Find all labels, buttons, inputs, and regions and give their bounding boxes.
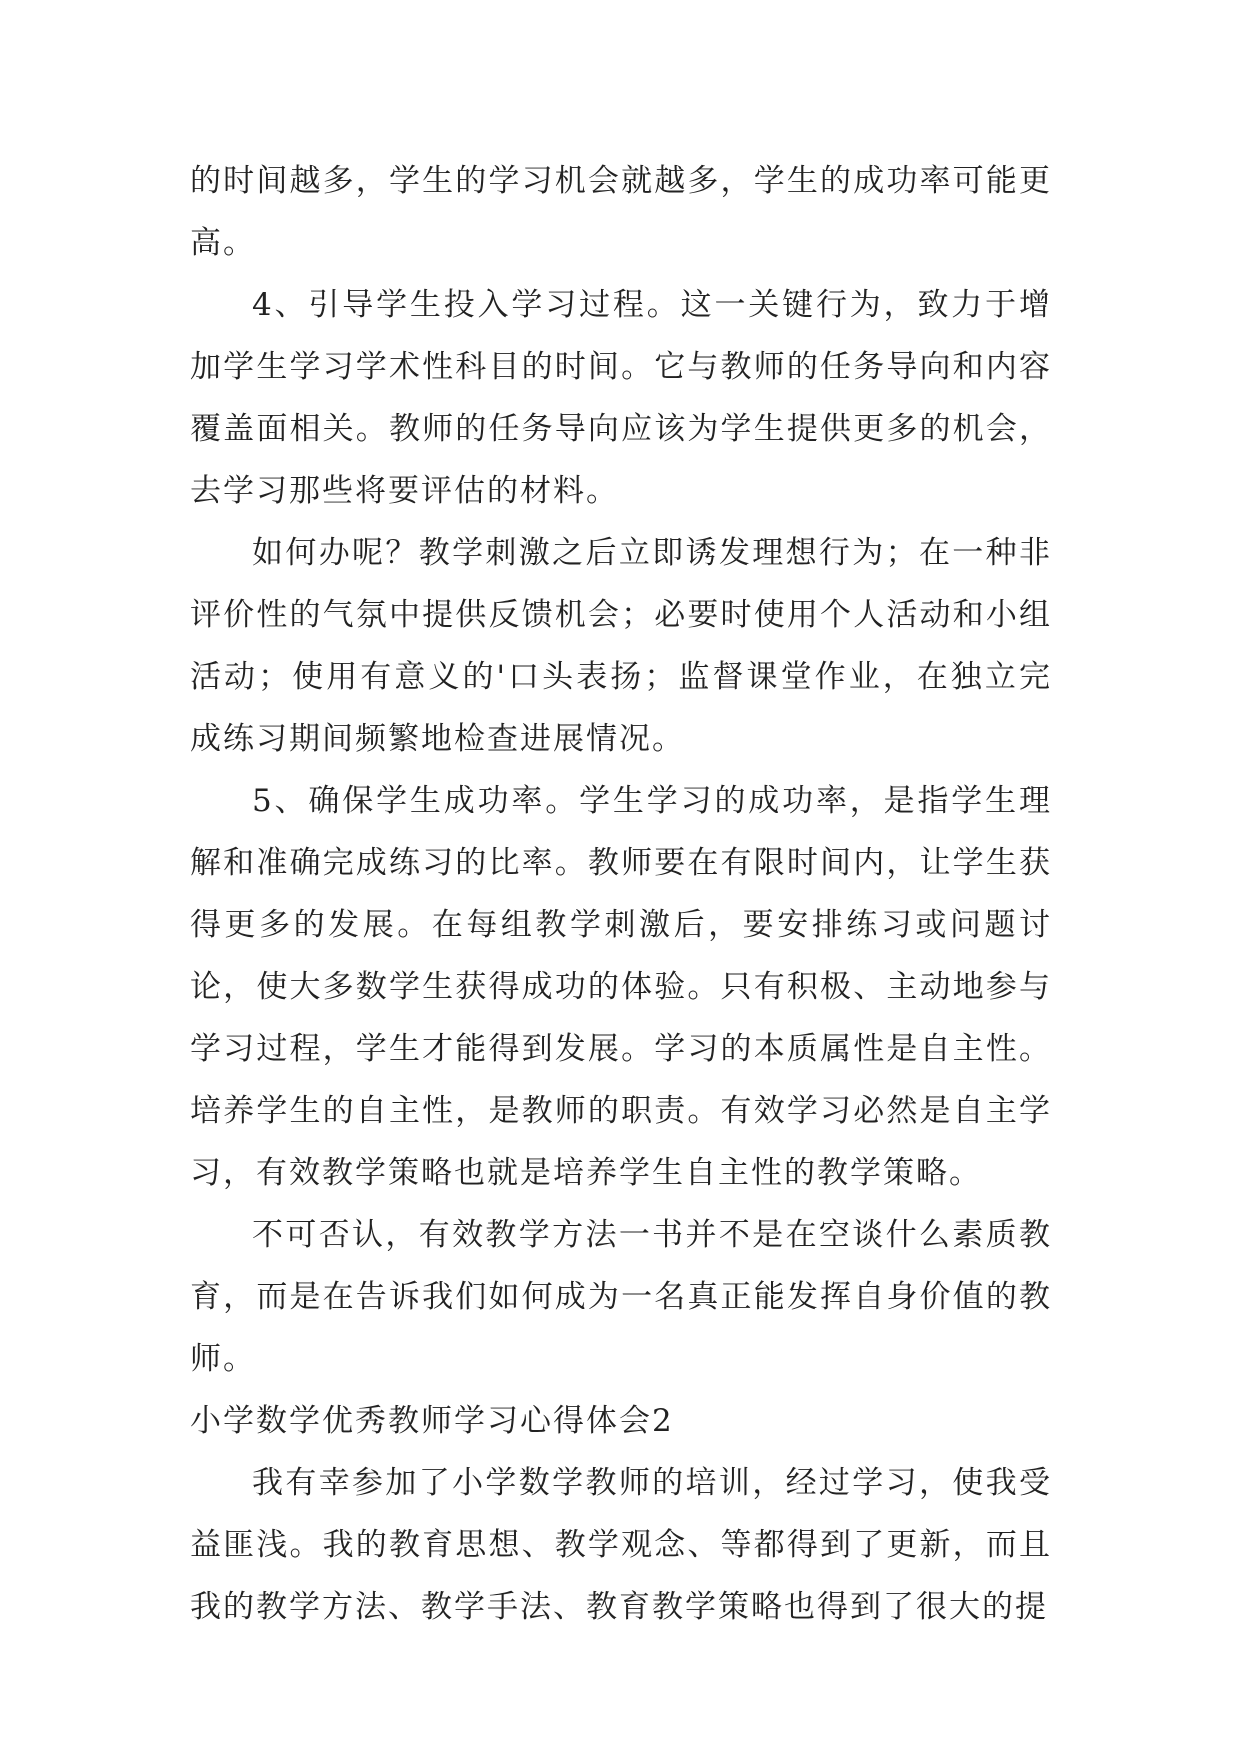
document-body bbox=[190, 150, 1052, 1638]
section-heading: 小学数学优秀教师学习心得体会2 bbox=[190, 1403, 674, 1439]
paragraph-intro: 我有幸参加了小学数学教师的培训，经过学习，使我受益匪浅。我的教育思想、教学观念、等都得到了更新，而且我的教学方法、教学手法、教育教学策略也得到了很大的提 bbox=[190, 1465, 1052, 1625]
paragraph-continuation: 的时间越多，学生的学习机会就越多，学生的成功率可能更高。 bbox=[190, 163, 1052, 261]
paragraph-conclusion: 不可否认，有效教学方法一书并不是在空谈什么素质教育，而是在告诉我们如何成为一名真正能发挥自身价值的教师。 bbox=[190, 1217, 1052, 1377]
paragraph-point-5: 5、确保学生成功率。学生学习的成功率，是指学生理解和准确完成练习的比率。教师要在有限时间内，让学生获得更多的发展。在每组教学刺激后，要安排练习或问题讨论，使大多数学生获得成功的体验。只有积极、主动地参与学习过程，学生才能得到发展。学习的本质属性是自主性。培养学生的自主性，是教师的职责。有效学习必然是自主学习，有效教学策略也就是培养学生自主性的教学策略。 bbox=[190, 783, 1052, 1191]
paragraph-point-4: 4、引导学生投入学习过程。这一关键行为，致力于增加学生学习学术性科目的时间。它与教师的任务导向和内容覆盖面相关。教师的任务导向应该为学生提供更多的机会，去学习那些将要评估的材料。 bbox=[190, 287, 1052, 509]
paragraph-how-to: 如何办呢？教学刺激之后立即诱发理想行为；在一种非评价性的气氛中提供反馈机会；必要时使用个人活动和小组活动；使用有意义的'口头表扬；监督课堂作业，在独立完成练习期间频繁地检查进展情况。 bbox=[190, 535, 1052, 757]
